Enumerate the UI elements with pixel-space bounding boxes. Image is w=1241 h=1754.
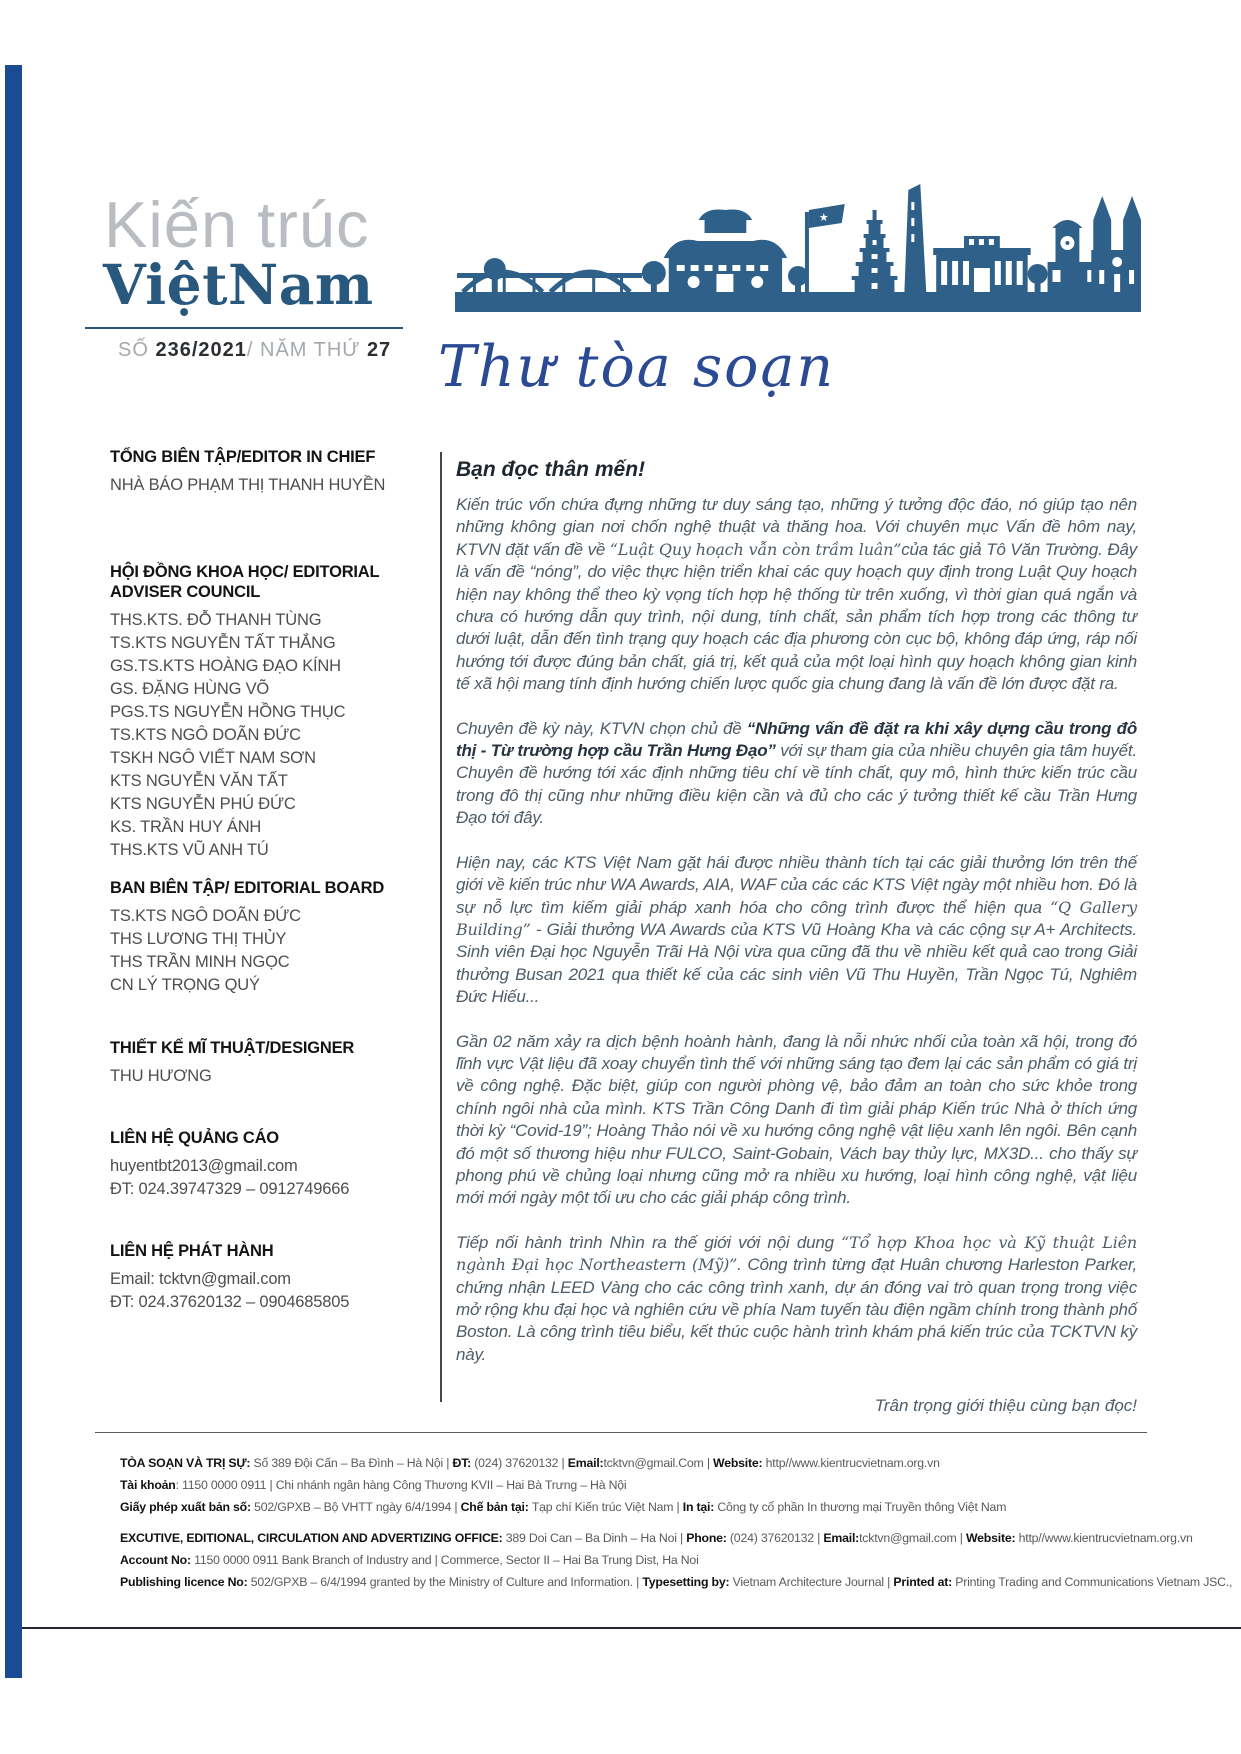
issue-prefix-label: SỐ bbox=[118, 339, 156, 361]
imprint-value: 502/GPXB – Bộ VHTT ngày 6/4/1994 | bbox=[254, 1500, 461, 1514]
section-title: LIÊN HỆ QUẢNG CÁO bbox=[110, 1129, 279, 1147]
paragraph-text: Tiếp nối hành trình Nhìn ra thế giới với nội dung bbox=[456, 1232, 842, 1252]
imprint-line-licence-en bbox=[120, 1571, 1233, 1593]
imprint-label: TÒA SOẠN VÀ TRỊ SỰ: bbox=[120, 1456, 254, 1470]
letter-salutation: Bạn đọc thân mến! bbox=[456, 458, 646, 481]
paragraph-text: Kiến trúc vốn chứa đựng những tư duy sáng tạo, những ý tưởng độc đáo, nó giúp tạo nên những không gian nơi chốn nghệ thuật và thăng hoa. Với chuyên mục Vấn đề hôm nay, KTVN đặt vấn đề về bbox=[456, 495, 1137, 559]
board-member: THS TRẦN MINH NGỌC bbox=[110, 953, 290, 971]
imprint-footer bbox=[120, 1452, 1233, 1593]
board-member: TS.KTS NGÔ DOÃN ĐỨC bbox=[110, 726, 301, 744]
board-member: THS LƯƠNG THỊ THỦY bbox=[110, 930, 287, 948]
imprint-value: Printing Trading and Communications Vietnam JSC., bbox=[955, 1575, 1233, 1589]
imprint-label: Phone: bbox=[686, 1531, 730, 1545]
magazine-logo-line1: Kiến trúc bbox=[104, 188, 370, 261]
letter-paragraph-5 bbox=[456, 1232, 1137, 1366]
imprint-label: Website: bbox=[713, 1456, 766, 1470]
letter-paragraph-4 bbox=[456, 1031, 1137, 1210]
imprint-value: http//www.kientrucvietnam.org.vn bbox=[1018, 1531, 1193, 1545]
imprint-label: Email: bbox=[823, 1531, 860, 1545]
imprint-label: Tài khoản bbox=[120, 1478, 176, 1492]
quoted-project-title: “Q Gallery Building” bbox=[456, 897, 1137, 939]
imprint-line-licence-vi bbox=[120, 1496, 1180, 1518]
section-title: HỘI ĐỒNG KHOA HỌC/ EDITORIAL ADVISER COUNCIL bbox=[110, 563, 380, 601]
section-title: BAN BIÊN TẬP/ EDITORIAL BOARD bbox=[110, 879, 385, 897]
imprint-value: Công ty cổ phần In thương mại Truyền thông Việt Nam bbox=[717, 1500, 1007, 1514]
imprint-value: http//www.kientrucvietnam.org.vn bbox=[765, 1456, 940, 1470]
imprint-value: 1150 0000 0911 Bank Branch of Industry and | Commerce, Sector II – Hai Ba Trung Dist, Ha Noi bbox=[194, 1553, 699, 1567]
imprint-value: 502/GPXB – 6/4/1994 granted by the Ministry of Culture and Information. | bbox=[250, 1575, 643, 1589]
board-member: TSKH NGÔ VIẾT NAM SƠN bbox=[110, 749, 316, 767]
imprint-value: Tạp chí Kiến trúc Việt Nam | bbox=[531, 1500, 683, 1514]
board-member: GS. ĐẶNG HÙNG VÕ bbox=[110, 680, 270, 698]
issue-separator: / bbox=[246, 339, 260, 361]
imprint-value: : 1150 0000 0911 | Chi nhánh ngân hàng Công Thương KVII – Hai Bà Trưng – Hà Nội bbox=[175, 1478, 627, 1492]
board-member: KTS NGUYỄN PHÚ ĐỨC bbox=[110, 795, 296, 813]
paragraph-text: - Giải thưởng WA Awards của KTS Vũ Hoàng Kha và các cộng sự A+ Architects. Sinh viên Đại học Nguyễn Trãi Hà Nội vừa qua cũng đã thu về nhiều kết quả cao trong Giải thưởng Busan 2021 qua thiết kế của các sinh viên Vũ Thu Huyền, Trần Ngọc Tú, Nghiêm Đức Hiếu... bbox=[456, 919, 1137, 1007]
imprint-label: In tại: bbox=[682, 1500, 718, 1514]
letter-closing: Trân trọng giới thiệu cùng bạn đọc! bbox=[874, 1396, 1137, 1416]
sidebar-section-designer bbox=[110, 1038, 432, 1088]
board-member: TS.KTS NGÔ DOÃN ĐỨC bbox=[110, 907, 301, 925]
imprint-label: Chế bản tại: bbox=[460, 1500, 532, 1514]
board-member: PGS.TS NGUYỄN HỒNG THỤC bbox=[110, 703, 346, 721]
board-member: THU HƯƠNG bbox=[110, 1067, 212, 1085]
board-member: NHÀ BÁO PHẠM THỊ THANH HUYỀN bbox=[110, 476, 386, 494]
sidebar-section-advertising-contact bbox=[110, 1128, 432, 1201]
letter-paragraph-1 bbox=[456, 494, 1137, 696]
left-accent-bar bbox=[5, 65, 22, 1678]
svg-text:★: ★ bbox=[818, 210, 829, 225]
advertising-email: huyentbt2013@gmail.com bbox=[110, 1157, 298, 1175]
paragraph-text: với sự tham gia của nhiều chuyên gia tâm huyết. Chuyên đề hướng tới xác định những tiêu chí về tính chất, quy mô, hình thức kiến trúc cầu trong đô thị cũng như những điều kiện cần và đủ cho các ý tưởng thiết kế cầu Trần Hưng Đạo tới đây. bbox=[456, 741, 1137, 828]
paragraph-text: của tác giả Tô Văn Trường. Đây là vấn đề “nóng”, do việc thực hiện triển khai các quy hoạch quy định trong Luật Quy hoạch hiện nay không thể theo kỳ vọng tích hợp hệ thống từ trên xuống, vì thời gian quá ngắn và chưa có hướng dẫn quy trình, nội dung, tính chất, sản phẩm tích hợp trong các thông tư dưới luật, dẫn đến tình trạng quy hoạch các địa phương còn cục bộ, không đáp ứng, ráp nối hướng tới được đúng bản chất, giá trị, kết quả của một loại hình quy hoạch không gian kinh tế xã hội mang tính định hướng chiến lược quốc gia chung đang là vấn đề lớn được đặt ra. bbox=[456, 539, 1137, 694]
letter-script-title: Thư tòa soạn bbox=[438, 334, 836, 400]
sidebar-section-distribution-contact bbox=[110, 1241, 432, 1314]
vietnam-landmarks-skyline-icon bbox=[455, 162, 1141, 312]
magazine-logo-line2: ViệtNam bbox=[103, 252, 374, 317]
paragraph-text: . Công trình từng đạt Huân chương Harleston Parker, chứng nhận LEED Vàng cho các công trình xanh, dự án đóng vai trò quan trọng trong việc mở rộng khu đại học và nghiên cứu về phía Nam tuyến tàu điện ngầm chính trong thành phố Boston. Là công trình tiêu biểu, kết thúc cuộc hành trình khám phá kiến trúc của TCKTVN kỳ này. bbox=[456, 1255, 1138, 1364]
imprint-value: Số 389 Đội Cấn – Ba Đình – Hà Nội | bbox=[253, 1456, 453, 1470]
board-member: KS. TRẦN HUY ÁNH bbox=[110, 818, 262, 836]
imprint-label: Printed at: bbox=[893, 1575, 956, 1589]
letter-paragraph-3 bbox=[456, 852, 1137, 1009]
distribution-email: Email: tcktvn@gmail.com bbox=[110, 1270, 291, 1288]
footer-bottom-rule bbox=[22, 1627, 1241, 1629]
feature-topic-title: “Những vấn đề đặt ra khi xây dựng cầu trong đô thị - Từ trường hợp cầu Trần Hưng Đạo” bbox=[456, 718, 1137, 761]
issue-year-label: NĂM THỨ bbox=[260, 339, 367, 361]
imprint-value: 389 Doi Can – Ba Dinh – Ha Noi | bbox=[505, 1531, 687, 1545]
letter-paragraph-2 bbox=[456, 718, 1137, 830]
imprint-value: tcktvn@gmail.com | bbox=[859, 1531, 966, 1545]
paragraph-text: Hiện nay, các KTS Việt Nam gặt hái được nhiều thành tích tại các giải thưởng lớn trên thế giới về kiến trúc như WA Awards, AIA, WAF của các các KTS Việt ngày một nhiều hơn. Đó là sự nỗ lực tìm kiếm giải pháp xanh hóa cho công trình được thể hiện qua bbox=[456, 852, 1137, 917]
distribution-phone: ĐT: 024.37620132 – 0904685805 bbox=[110, 1293, 350, 1311]
imprint-value: Vietnam Architecture Journal | bbox=[732, 1575, 894, 1589]
paragraph-text: Chuyên đề kỳ này, KTVN chọn chủ đề bbox=[456, 718, 747, 738]
issue-year-value: 27 bbox=[366, 339, 392, 361]
imprint-value: (024) 37620132 | bbox=[474, 1456, 568, 1470]
imprint-line-account-en bbox=[120, 1549, 1180, 1571]
imprint-value: tcktvn@gmail.Com | bbox=[603, 1456, 714, 1470]
editor-letter-body bbox=[456, 458, 1137, 1416]
board-member: GS.TS.KTS HOÀNG ĐẠO KÍNH bbox=[110, 657, 341, 675]
footer-top-rule bbox=[95, 1432, 1147, 1433]
imprint-label: Typesetting by: bbox=[642, 1575, 733, 1589]
imprint-line-account-vi bbox=[120, 1474, 1180, 1496]
imprint-label: Giấy phép xuất bản số: bbox=[120, 1500, 255, 1514]
quoted-article-title: “Luật Quy hoạch vẫn còn trầm luân” bbox=[609, 539, 902, 559]
advertising-phone: ĐT: 024.39747329 – 0912749666 bbox=[110, 1180, 350, 1198]
board-member: THS.KTS. ĐỖ THANH TÙNG bbox=[110, 611, 322, 629]
paragraph-text: Gần 02 năm xảy ra dịch bệnh hoành hành, đang là nỗi nhức nhối của toàn xã hội, trong đó lĩnh vực Vật liệu đã xoay chuyển tình thế với những sáng tạo đem lại các sản phẩm có giá trị về công nghệ. Đặc biệt, giúp con người phòng vệ, bảo đảm an toàn cho sức khỏe trong chính ngôi nhà của mình. KTS Trần Công Danh đi tìm giải pháp Kiến trúc Nhà ở thích ứng thời kỳ “Covid-19”; Hoàng Thảo nói về xu hướng công nghệ vật liệu xanh lên ngôi. Bên cạnh đó một số thương hiệu như FULCO, Saint-Gobain, Vách bay thủy lực, MX3D... cho thấy sự phong phú về chủng loại nhưng cũng mở ra nhiều xu hướng, loại hình công nghệ, vật liệu mới mới ngày một tối ưu cho các giải pháp công trình. bbox=[456, 1031, 1137, 1208]
section-title: TỔNG BIÊN TẬP/EDITOR IN CHIEF bbox=[110, 448, 376, 466]
imprint-label: Publishing licence No: bbox=[120, 1575, 251, 1589]
sidebar-section-editor-in-chief bbox=[110, 447, 432, 497]
issue-line bbox=[118, 339, 391, 362]
column-divider-rule bbox=[440, 452, 442, 1402]
issue-number: 236/2021 bbox=[155, 339, 247, 361]
imprint-label: ĐT: bbox=[452, 1456, 475, 1470]
logo-underline bbox=[85, 327, 403, 329]
sidebar-section-editorial-board bbox=[110, 878, 432, 997]
quoted-building-title: “Tổ hợp Khoa học và Kỹ thuật Liên ngành Đại học Northeastern (Mỹ)” bbox=[456, 1232, 1137, 1275]
imprint-value: (024) 37620132 | bbox=[729, 1531, 824, 1545]
imprint-label: Email: bbox=[567, 1456, 604, 1470]
board-member: THS.KTS VŨ ANH TÚ bbox=[110, 841, 269, 859]
section-title: LIÊN HỆ PHÁT HÀNH bbox=[110, 1242, 274, 1260]
board-member: KTS NGUYỄN VĂN TẤT bbox=[110, 772, 288, 790]
imprint-label: Website: bbox=[965, 1531, 1019, 1545]
section-title: THIẾT KẾ MĨ THUẬT/DESIGNER bbox=[110, 1039, 355, 1057]
imprint-label: EXCUTIVE, EDITIONAL, CIRCULATION AND ADVERTIZING OFFICE: bbox=[120, 1531, 506, 1545]
imprint-line-office-en bbox=[120, 1527, 1193, 1549]
sidebar-section-adviser-council bbox=[110, 562, 432, 862]
board-member: TS.KTS NGUYỄN TẤT THẮNG bbox=[110, 634, 336, 652]
imprint-line-office-vi bbox=[120, 1452, 1180, 1474]
board-member: CN LÝ TRỌNG QUÝ bbox=[110, 976, 260, 994]
imprint-label: Account No: bbox=[120, 1553, 195, 1567]
